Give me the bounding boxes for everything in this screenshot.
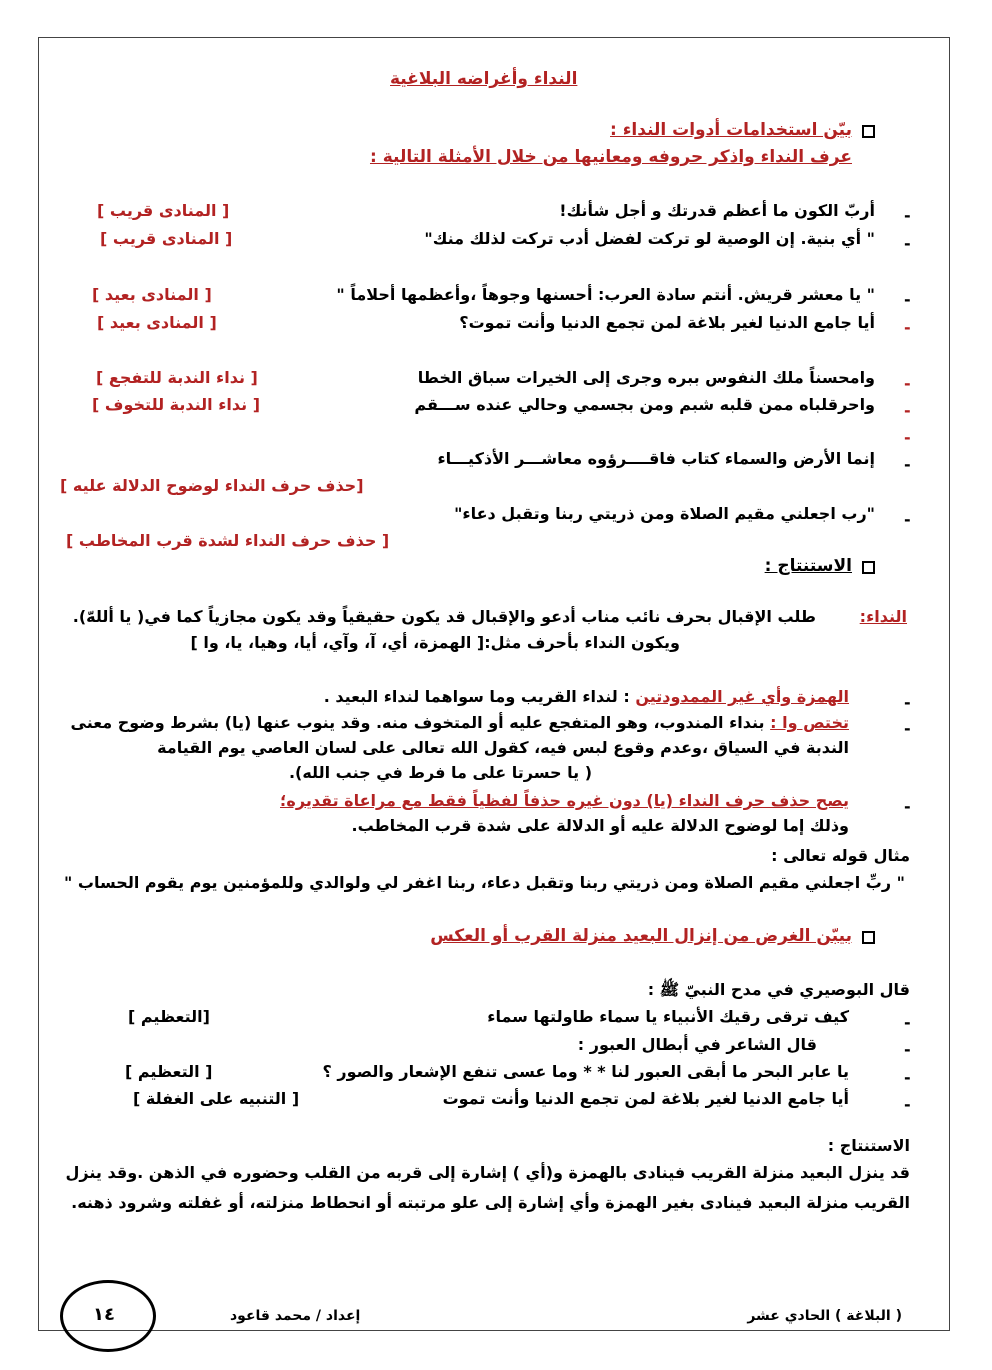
example-label: [ المنادى بعيد ] [92, 285, 212, 304]
example-label: [ حذف حرف النداء لشدة قرب المخاطب ] [66, 531, 390, 550]
example-label: [ المنادى قريب ] [100, 229, 233, 248]
purpose-label: [التعظيم ] [128, 1007, 210, 1026]
list-dash: - [904, 428, 911, 447]
checkbox-icon [862, 125, 875, 138]
list-dash: - [904, 797, 911, 816]
poem-intro: قال الشاعر في أبطال العبور : [577, 1035, 817, 1054]
conclusion2-line1: قد ينزل البعيد منزلة القريب فينادى بالهمزة و(أي ) إشارة إلى قربه من القلب وحضوره في الذهن .وقد ينزل [65, 1163, 910, 1182]
section2-heading: بيبّن الغرض من إنزال البعيد منزلة القرب أو العكس [430, 926, 852, 946]
rule-hamza-text: : لنداء القريب وما سواهما لنداء البعيد . [323, 687, 630, 706]
page-title: النداء وأغراضه البلاغية [390, 69, 578, 89]
list-dash: - [904, 1040, 911, 1059]
example-text: أيا جامع الدنيا لغير بلاغة لمن تجمع الدنيا وأنت تموت؟ [459, 313, 875, 332]
example-text: أربّ الكون ما أعظم قدرتك و أجل شأنك! [559, 201, 875, 220]
example-label: [ المنادى بعيد ] [97, 313, 217, 332]
rule-wa-red: تختص وا : [770, 713, 849, 732]
list-dash: - [904, 719, 911, 738]
list-dash: - [904, 206, 911, 225]
rule-hamza-red: الهمزة وأي غير الممدودتين [635, 687, 849, 706]
list-dash: - [904, 1013, 911, 1032]
list-dash: - [904, 318, 911, 337]
purpose-label: [ التنبيه على الغفلة ] [133, 1089, 300, 1108]
checkbox-icon [862, 931, 875, 944]
example-label: [حذف حرف النداء لوضوح الدلالة عليه ] [60, 476, 364, 495]
list-dash: - [904, 1068, 911, 1087]
rule-wa-line3: ( يا حسرتا على ما فرط في جنب الله). [288, 763, 592, 782]
purpose-label: [ التعظيم ] [125, 1062, 213, 1081]
nida-label: النداء: [859, 607, 907, 626]
nida-letters: ويكون النداء بأحرف مثل:[ الهمزة، أي، آ، وآي، أيا، وهيا، يا، وا ] [190, 633, 680, 652]
list-dash: - [904, 234, 911, 253]
list-dash: - [904, 290, 911, 309]
example-text: " أي بنية. إن الوصية لو تركت لفضل أدب تركت لذلك منك" [424, 229, 875, 248]
rule-hamza [324, 686, 849, 708]
example-label: [ نداء الندبة للتفجع ] [96, 368, 258, 387]
footer-author: إعداد / محمد قاعود [230, 1308, 361, 1324]
section1-subheading: عرف النداء واذكر حروفه ومعانيها من خلال الأمثلة التالية : [369, 147, 852, 167]
conclusion-heading: الاستنتاج : [764, 556, 852, 576]
example-text: وامحسناً ملك النفوس ببره وجرى إلى الخيرات سباق الخطا [417, 368, 875, 387]
list-dash: - [904, 693, 911, 712]
poem-line: أيا جامع الدنيا لغير بلاغة لمن تجمع الدنيا وأنت تموت [442, 1089, 849, 1108]
example-text: واحرقلباه ممن قلبه شبم ومن بجسمي وحالي عنده ســـقم [414, 395, 875, 414]
page-number: ١٤ [93, 1304, 115, 1325]
list-dash: - [904, 510, 911, 529]
example-intro: مثال قوله تعالى : [771, 846, 910, 865]
conclusion2-heading: الاستنتاج : [827, 1136, 910, 1155]
example-text: " يا معشر قريش. أنتم سادة العرب: أحسنها وجوهاً ،وأعظمها أحلاماً " [336, 285, 875, 304]
example-quote: " ربِّ اجعلني مقيم الصلاة ومن ذريتي ربنا وتقبل دعاء، ربنا اغفر لي ولوالدي وللمؤمنين يوم يقوم الحساب " [64, 873, 905, 892]
list-dash: - [904, 1095, 911, 1114]
poem-line: كيف ترقى رقيك الأنبياء يا سماء طاولتها سماء [487, 1007, 849, 1026]
rule-wa [71, 712, 849, 734]
list-dash: - [904, 401, 911, 420]
conclusion2-line2: القريب منزلة البعيد فينادى بغير الهمزة وأي إشارة إلى علو مرتبته أو انحطاط منزلته، أو غفلته وشرود ذهنه. [71, 1193, 910, 1212]
poem-line: يا عابر البحر ما أبقى العبور لنا * * وما عسى تنفع الإشعار والصور ؟ [322, 1062, 849, 1081]
list-dash: - [904, 455, 911, 474]
section1-heading: بيّن استخدامات أدوات النداء : [610, 120, 852, 140]
rule-hadhf-line2: وذلك إما لوضوح الدلالة عليه أو الدلالة على شدة قرب المخاطب. [351, 816, 849, 835]
example-label: [ نداء الندبة للتخوف ] [92, 395, 261, 414]
example-text: "رب اجعلني مقيم الصلاة ومن ذريتي ربنا وتقبل دعاء" [454, 504, 875, 523]
checkbox-icon [862, 561, 875, 574]
list-dash: - [904, 374, 911, 393]
rule-wa-line2: الندبة في السياق ،وعدم وقوع لبس فيه، كقول الله تعالى على لسان العاصي يوم القيامة [157, 738, 849, 757]
example-text: إنما الأرض والسماء كتاب فاقــــرؤوه معاشـــر الأذكيـــاء [437, 449, 875, 468]
busiri-intro: قال البوصيري في مدح النبيّ ﷺ : [647, 980, 910, 999]
example-label: [ المنادى قريب ] [97, 201, 230, 220]
nida-definition: طلب الإقبال بحرف نائب مناب أدعو والإقبال قد يكون حقيقياً وقد يكون مجازياً كما في( يا أللهّ). [72, 607, 816, 626]
rule-wa-text: بنداء المندوب، وهو المتفجع عليه أو المتخوف منه. وقد ينوب عنها (يا) بشرط وضوح معنى [70, 713, 765, 732]
rule-hadhf: يصح حذف حرف النداء (يا) دون غيره حذفاً لفظياً فقط مع مراعاة تقديره؛ [280, 791, 849, 810]
footer-subject: ( البلاغة ) الحادي عشر [747, 1308, 902, 1324]
